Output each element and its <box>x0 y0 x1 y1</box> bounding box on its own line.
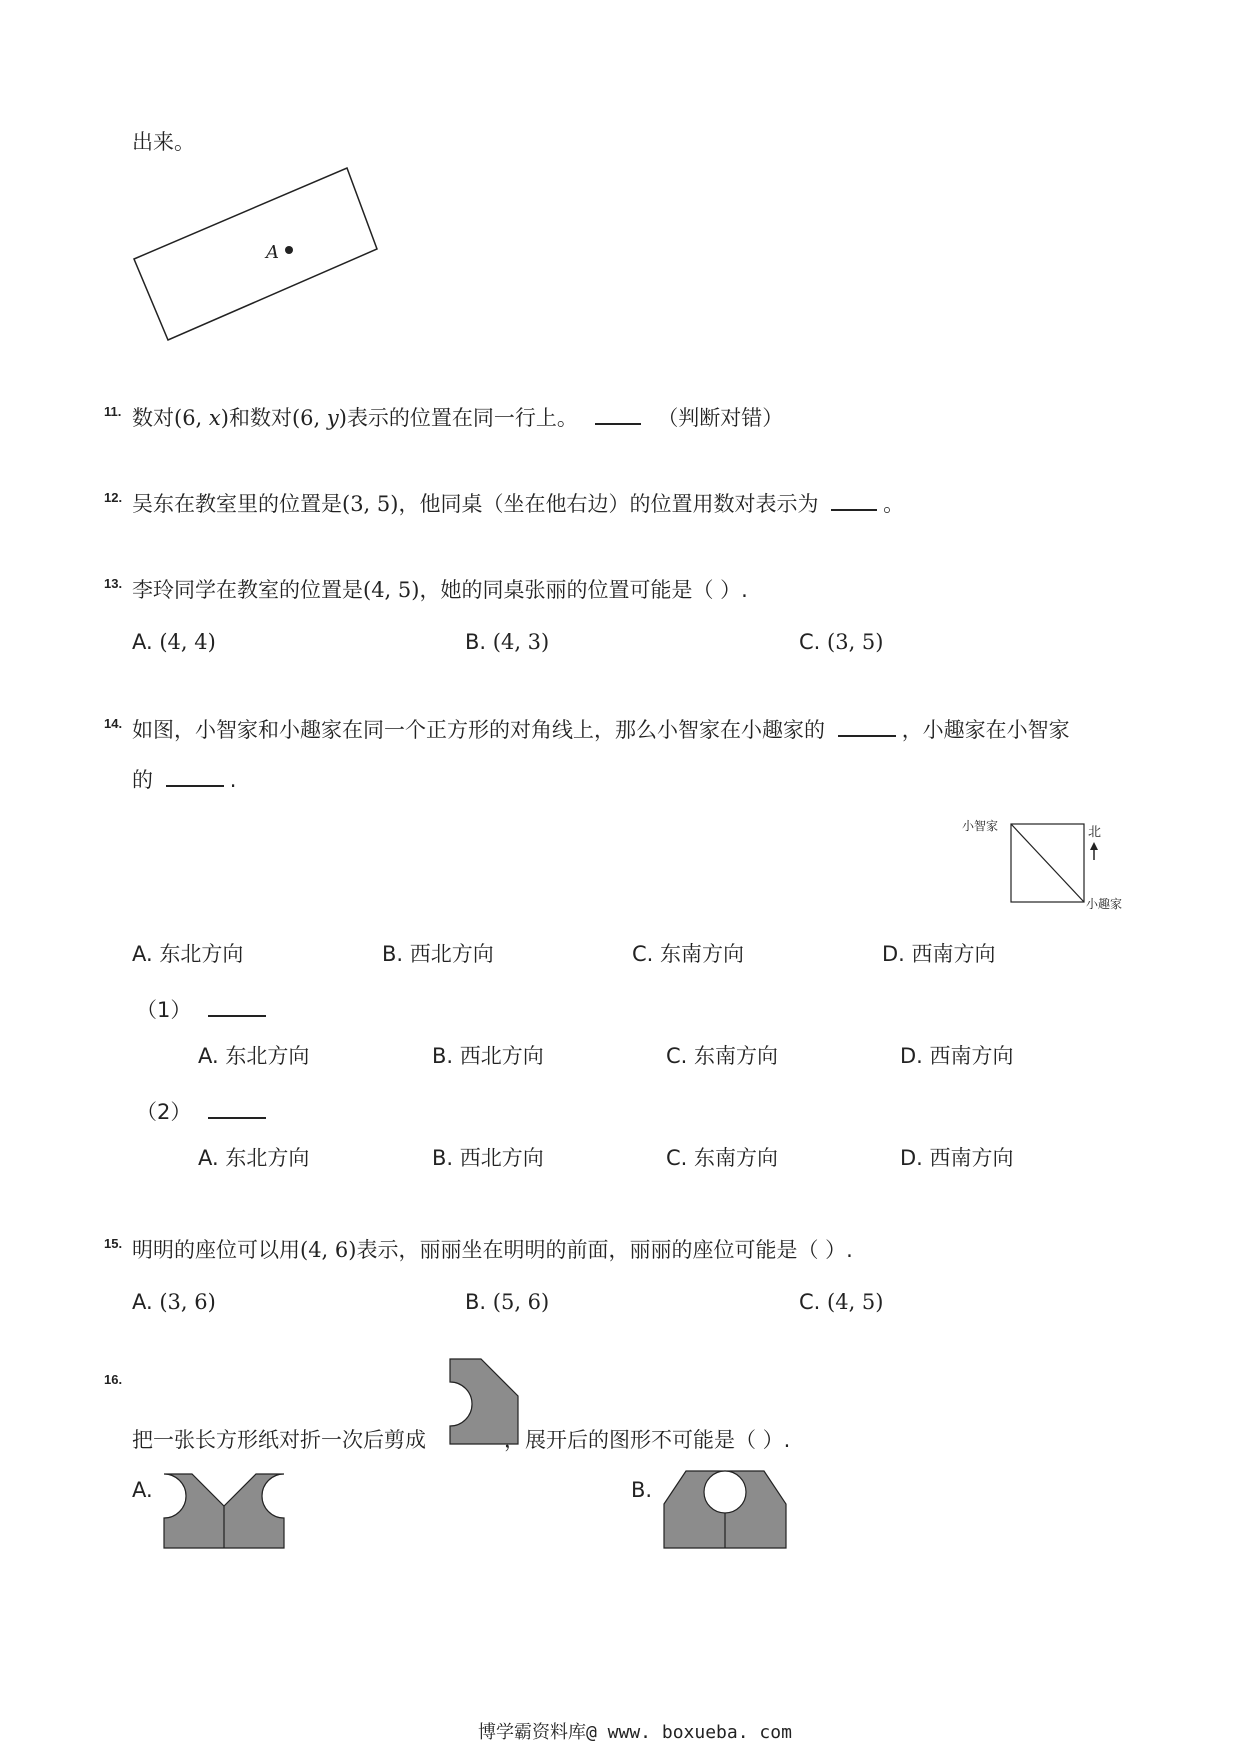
q11-pair-2: (6, y) <box>291 406 347 430</box>
q16-option-b-label[interactable]: B. <box>631 1478 653 1502</box>
label-xiaoqu-home: 小趣家 <box>1086 897 1123 911</box>
q14-sub2-blank[interactable] <box>208 1099 266 1119</box>
q11-pair-1: (6, x) <box>174 406 229 430</box>
q14-sub2-option-a[interactable]: A. 东北方向 <box>198 1146 310 1170</box>
q14-sub1-option-c[interactable]: C. 东南方向 <box>666 1044 779 1068</box>
q15-option-a[interactable]: A. (3, 6) <box>132 1290 216 1314</box>
q13-number: 13. <box>104 576 123 591</box>
q11-text-part: 和数对 <box>228 406 292 430</box>
q16-number: 16. <box>104 1372 123 1387</box>
q13-text: 李玲同学在教室的位置是(4, 5)，她的同桌张丽的位置可能是（ ）. <box>132 578 748 602</box>
q11-judge-hint: （判断对错） <box>657 406 784 430</box>
q13-option-b[interactable]: B. (4, 3) <box>465 630 550 654</box>
q11-text-part: 数对 <box>132 406 174 430</box>
q12-pair: (3, 5) <box>342 492 399 516</box>
q14-sub2-option-b[interactable]: B. 西北方向 <box>432 1146 544 1170</box>
q14-sub2-option-c[interactable]: C. 东南方向 <box>666 1146 779 1170</box>
q14-line-1: 如图，小智家和小趣家在同一个正方形的对角线上，那么小智家在小趣家的 ，小趣家在小智家 <box>132 718 1070 742</box>
q14-sub1-option-d[interactable]: D. 西南方向 <box>900 1044 1014 1068</box>
q10-rectangle-figure <box>0 0 1238 400</box>
q15-pair: (4, 6) <box>300 1238 357 1262</box>
rotated-rectangle <box>134 168 377 340</box>
option-b-circle-hole <box>704 1471 746 1513</box>
point-a-label: A <box>266 242 279 263</box>
q14-option-c[interactable]: C. 东南方向 <box>632 942 745 966</box>
q14-sub1: （1） <box>136 996 266 1024</box>
q15-number: 15. <box>104 1236 123 1251</box>
north-label: 北 <box>1088 825 1102 840</box>
q15-text: 明明的座位可以用(4, 6)表示，丽丽坐在明明的前面，丽丽的座位可能是（ ）. <box>132 1238 853 1262</box>
q13-pair: (4, 5) <box>363 578 420 602</box>
q14-sub1-blank[interactable] <box>208 997 266 1017</box>
q14-answer-blank-2[interactable] <box>166 767 224 787</box>
q14-sub2-option-d[interactable]: D. 西南方向 <box>900 1146 1014 1170</box>
q14-option-d[interactable]: D. 西南方向 <box>882 942 996 966</box>
q15-option-c[interactable]: C. (4, 5) <box>799 1290 884 1314</box>
q13-option-c[interactable]: C. (3, 5) <box>799 630 884 654</box>
q11-text-part: 表示的位置在同一行上。 <box>346 406 578 430</box>
q11-number: 11. <box>104 404 122 419</box>
q16-option-a-figure[interactable] <box>160 1472 290 1550</box>
q12-answer-blank[interactable] <box>831 491 877 511</box>
q12-number: 12. <box>104 490 123 505</box>
label-xiaozhi-home: 小智家 <box>962 819 999 833</box>
q14-sub2: （2） <box>136 1098 266 1126</box>
q12-text: 吴东在教室里的位置是(3, 5)，他同桌（坐在他右边）的位置用数对表示为 。 <box>132 492 905 516</box>
q16-option-a-label[interactable]: A. <box>132 1478 153 1502</box>
q14-line-2: 的 . <box>132 768 237 792</box>
q11-answer-blank[interactable] <box>595 405 641 425</box>
q14-option-a[interactable]: A. 东北方向 <box>132 942 244 966</box>
q14-sub1-option-b[interactable]: B. 西北方向 <box>432 1044 544 1068</box>
q14-answer-blank-1[interactable] <box>838 717 896 737</box>
q16-text: 把一张长方形纸对折一次后剪成 ，展开后的图形不可能是（ ）. <box>132 1428 791 1452</box>
q16-option-b-figure[interactable] <box>660 1468 790 1550</box>
point-a-dot <box>285 246 293 254</box>
north-arrow-head-icon <box>1090 842 1098 850</box>
q14-option-b[interactable]: B. 西北方向 <box>382 942 494 966</box>
q11-text <box>132 404 783 432</box>
q14-number: 14. <box>104 716 123 731</box>
q14-sub1-option-a[interactable]: A. 东北方向 <box>198 1044 310 1068</box>
footer-watermark: 博学霸资料库@ www. boxueba. com <box>478 1722 792 1743</box>
q13-option-a[interactable]: A. (4, 4) <box>132 630 216 654</box>
q10-tail-text: 出来。 <box>132 130 195 154</box>
q14-square-diagram <box>960 812 1140 916</box>
q15-option-b[interactable]: B. (5, 6) <box>465 1290 550 1314</box>
diagonal-line <box>1011 824 1084 902</box>
